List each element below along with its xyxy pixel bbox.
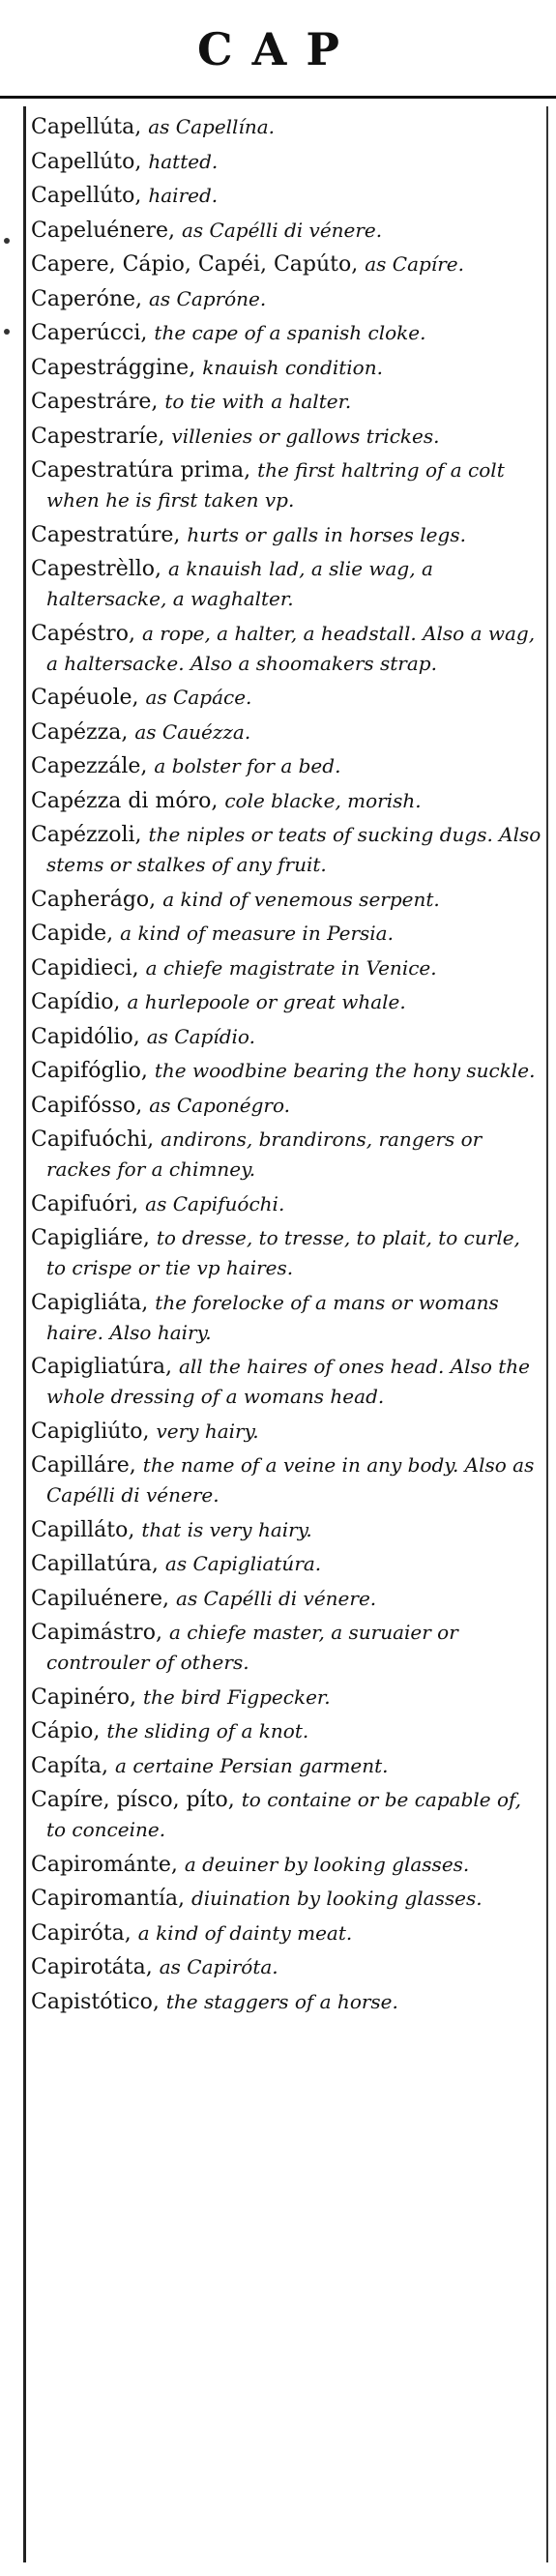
- entry-definition: very hairy.: [156, 1419, 259, 1443]
- dictionary-entry: [31, 717, 544, 747]
- entry-headword: Capinéro,: [31, 1684, 137, 1710]
- entry-definition: as Capifuóchi.: [145, 1191, 285, 1215]
- dictionary-entry: [31, 1850, 544, 1880]
- entry-headword: Capiróta,: [31, 1920, 132, 1946]
- dictionary-entry: [31, 387, 544, 417]
- entry-definition: a knauish lad, a slie wag, a haltersacke, a waghalter.: [46, 557, 433, 610]
- entry-definition: as Capigliatúra.: [164, 1552, 322, 1575]
- entry-headword: Capellúto,: [31, 184, 142, 208]
- entry-definition: a chiefe magistrate in Venice.: [145, 955, 437, 980]
- entry-headword: Capifuóri,: [31, 1191, 139, 1216]
- dictionary-entry: [31, 1125, 544, 1185]
- entry-headword: Capigliúto,: [31, 1419, 150, 1444]
- dictionary-entry: [31, 1056, 544, 1086]
- dictionary-entry: [31, 885, 544, 915]
- entry-headword: Capestráre,: [31, 390, 159, 414]
- dictionary-entry: [31, 216, 544, 246]
- entry-headword: Capestratúre,: [31, 522, 181, 547]
- entry-definition: the name of a veine in any body. Also as Capélli di vénere.: [46, 1453, 535, 1507]
- entry-headword: Capiromantía,: [31, 1887, 185, 1911]
- dictionary-entry: [31, 619, 544, 679]
- entry-headword: Capézza,: [31, 719, 129, 745]
- entry-definition: as Cauézza.: [134, 719, 251, 744]
- entry-definition: cole blacke, morish.: [224, 788, 422, 812]
- entry-definition: hatted.: [148, 149, 219, 173]
- page-header: [0, 0, 556, 93]
- entry-headword: Capestrèllo,: [31, 557, 162, 581]
- entry-headword: Capestraríe,: [31, 424, 165, 449]
- entry-headword: Capíre, písco, píto,: [31, 1788, 235, 1812]
- entry-definition: knauish condition.: [202, 355, 383, 379]
- dictionary-entry: [31, 919, 544, 949]
- entry-headword: Caperúcci,: [31, 321, 148, 345]
- header-rule: [0, 96, 556, 99]
- dictionary-entry: [31, 987, 544, 1017]
- entry-headword: Capéuole,: [31, 686, 139, 710]
- dictionary-entry: [31, 1716, 544, 1746]
- dictionary-entry: [31, 1952, 544, 1982]
- margin-mark: [4, 329, 10, 335]
- dictionary-entry: [31, 1785, 544, 1845]
- entry-headword: Capilláre,: [31, 1453, 136, 1478]
- entry-headword: Capirománte,: [31, 1852, 178, 1877]
- entry-definition: hurts or galls in horses legs.: [187, 522, 466, 546]
- entry-definition: as Capélli di vénere.: [176, 1586, 377, 1610]
- dictionary-entry: [31, 683, 544, 713]
- entry-definition: as Caponégro.: [149, 1093, 291, 1117]
- dictionary-entries: [31, 112, 544, 2021]
- entry-definition: diuination by looking glasses.: [190, 1887, 483, 1910]
- entry-headword: Capifóglio,: [31, 1059, 148, 1083]
- entry-headword: Capillatúra,: [31, 1552, 159, 1576]
- entry-headword: Capere, Cápio, Capéi, Capúto,: [31, 252, 359, 277]
- entry-headword: Capifuóchi,: [31, 1127, 155, 1152]
- entry-definition: to dresse, to tresse, to plait, to curle, to crispe or tie vp haires.: [46, 1226, 520, 1279]
- entry-headword: Capirotáta,: [31, 1955, 153, 1979]
- entry-headword: Capestrággine,: [31, 355, 196, 380]
- entry-definition: a hurlepoole or great whale.: [127, 990, 406, 1013]
- dictionary-entry: [31, 455, 544, 515]
- entry-definition: a certaine Persian garment.: [115, 1753, 389, 1777]
- entry-headword: Capellúta,: [31, 115, 142, 139]
- entry-definition: haired.: [148, 184, 219, 207]
- entry-definition: the cape of a spanish cloke.: [154, 321, 426, 344]
- left-column-rule: [23, 106, 26, 2562]
- dictionary-entry: [31, 1683, 544, 1712]
- dictionary-entry: [31, 1918, 544, 1948]
- dictionary-entry: [31, 284, 544, 314]
- entry-definition: the first haltring of a colt when he is first taken vp.: [46, 458, 505, 512]
- dictionary-entry: [31, 1417, 544, 1447]
- entry-headword: Capézzoli,: [31, 823, 142, 847]
- dictionary-entry: [31, 1618, 544, 1678]
- entry-headword: Capide,: [31, 922, 114, 946]
- dictionary-entry: [31, 147, 544, 177]
- entry-definition: a chiefe master, a suruaier or controuler of others.: [46, 1621, 458, 1674]
- entry-definition: a rope, a halter, a headstall. Also a wag, a haltersacke. Also a shoomakers strap.: [46, 621, 536, 675]
- entry-definition: a kind of measure in Persia.: [120, 922, 394, 945]
- entry-definition: to tie with a halter.: [164, 390, 352, 413]
- entry-definition: andirons, brandirons, rangers or rackes for a chimney.: [46, 1127, 483, 1181]
- dictionary-entry: [31, 1987, 544, 2017]
- entry-headword: Capezzále,: [31, 754, 148, 778]
- entry-headword: Capestratúra prima,: [31, 458, 251, 483]
- entry-headword: Capidólio,: [31, 1024, 140, 1049]
- entry-headword: Capellúto,: [31, 149, 142, 174]
- entry-definition: a kind of venemous serpent.: [162, 887, 440, 911]
- dictionary-entry: [31, 1091, 544, 1121]
- dictionary-entry: [31, 1288, 544, 1348]
- dictionary-entry: [31, 1515, 544, 1545]
- entry-headword: Capherágo,: [31, 887, 157, 912]
- dictionary-entry: [31, 1751, 544, 1781]
- entry-definition: the staggers of a horse.: [165, 1989, 398, 2013]
- running-head: CAP: [197, 23, 359, 75]
- dictionary-entry: [31, 820, 544, 880]
- entry-headword: Capézza di móro,: [31, 788, 219, 813]
- entry-definition: a kind of dainty meat.: [137, 1920, 353, 1945]
- entry-definition: as Capíre.: [365, 252, 464, 276]
- entry-headword: Caperóne,: [31, 286, 142, 311]
- entry-definition: that is very hairy.: [141, 1517, 312, 1541]
- dictionary-entry: [31, 1352, 544, 1412]
- dictionary-entry: [31, 1223, 544, 1283]
- entry-definition: the woodbine bearing the hony suckle.: [154, 1059, 536, 1082]
- dictionary-entry: [31, 953, 544, 983]
- dictionary-entry: [31, 1884, 544, 1914]
- dictionary-entry: [31, 249, 544, 279]
- dictionary-entry: [31, 112, 544, 142]
- entry-headword: Capilláto,: [31, 1517, 135, 1542]
- entry-headword: Capidieci,: [31, 955, 139, 981]
- dictionary-entry: [31, 1450, 544, 1510]
- entry-headword: Capeluénere,: [31, 218, 175, 243]
- dictionary-entry: [31, 318, 544, 348]
- entry-headword: Cápio,: [31, 1719, 101, 1743]
- entry-definition: to containe or be capable of, to conceine.: [46, 1788, 522, 1841]
- entry-definition: the forelocke of a mans or womans haire. Also hairy.: [46, 1290, 499, 1344]
- entry-headword: Capídio,: [31, 990, 121, 1014]
- dictionary-entry: [31, 422, 544, 452]
- entry-headword: Capigliáre,: [31, 1226, 150, 1250]
- dictionary-entry: [31, 751, 544, 781]
- entry-headword: Capigliáta,: [31, 1290, 149, 1315]
- entry-headword: Capigliatúra,: [31, 1355, 172, 1379]
- entry-definition: a deuiner by looking glasses.: [184, 1852, 470, 1876]
- entry-definition: villenies or gallows trickes.: [171, 424, 440, 448]
- entry-definition: a bolster for a bed.: [154, 754, 341, 777]
- entry-headword: Capiluénere,: [31, 1586, 170, 1611]
- entry-definition: all the haires of ones head. Also the whole dressing of a womans head.: [46, 1355, 530, 1408]
- right-column-rule: [546, 106, 548, 2562]
- dictionary-entry: [31, 181, 544, 211]
- entry-definition: the bird Figpecker.: [143, 1684, 331, 1709]
- entry-definition: as Capiróta.: [159, 1955, 278, 1978]
- entry-definition: as Capáce.: [145, 686, 252, 709]
- entry-definition: the sliding of a knot.: [106, 1719, 309, 1742]
- entry-headword: Capistótico,: [31, 1989, 160, 2014]
- entry-headword: Capifósso,: [31, 1093, 143, 1118]
- entry-definition: as Capellína.: [148, 115, 276, 138]
- dictionary-entry: [31, 1584, 544, 1614]
- dictionary-entry: [31, 1189, 544, 1219]
- entry-definition: as Capélli di vénere.: [182, 218, 383, 242]
- entry-headword: Capéstro,: [31, 621, 135, 646]
- entry-definition: as Capróne.: [149, 286, 267, 310]
- entry-headword: Capíta,: [31, 1753, 109, 1778]
- entry-definition: as Capídio.: [146, 1024, 255, 1048]
- margin-mark: [4, 238, 10, 244]
- dictionary-entry: [31, 1549, 544, 1579]
- dictionary-entry: [31, 520, 544, 550]
- dictionary-entry: [31, 353, 544, 383]
- entry-definition: the niples or teats of sucking dugs. Also stems or stalkes of any fruit.: [46, 823, 541, 876]
- dictionary-entry: [31, 786, 544, 816]
- dictionary-entry: [31, 554, 544, 614]
- entry-headword: Capimástro,: [31, 1621, 162, 1645]
- dictionary-entry: [31, 1022, 544, 1052]
